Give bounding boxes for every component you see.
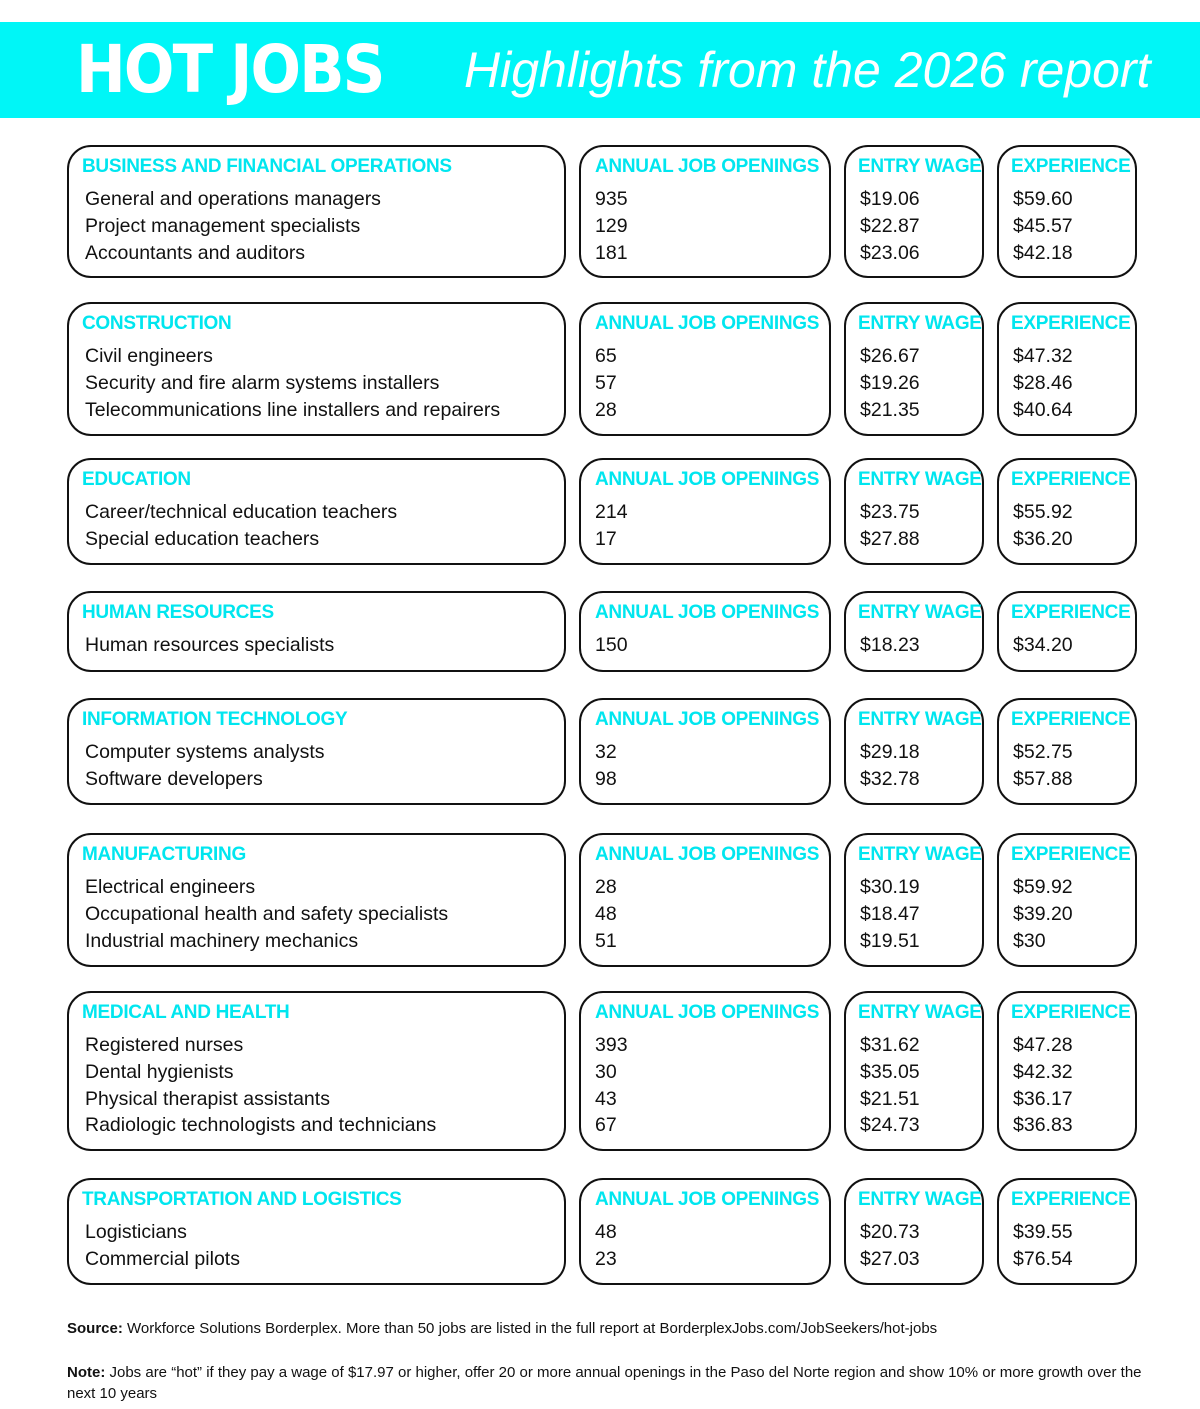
openings-value: 935 bbox=[595, 188, 628, 210]
experience-box bbox=[997, 698, 1137, 805]
column-heading: ANNUAL JOB OPENINGS bbox=[595, 313, 820, 334]
column-heading: EXPERIENCE bbox=[1011, 313, 1131, 334]
category-heading: INFORMATION TECHNOLOGY bbox=[82, 709, 348, 730]
category-box bbox=[67, 145, 566, 278]
entry-wage-list bbox=[860, 499, 920, 553]
column-heading: ANNUAL JOB OPENINGS bbox=[595, 1002, 820, 1023]
experience-wage-value: $42.32 bbox=[1013, 1060, 1073, 1083]
job-title: Dental hygienists bbox=[85, 1060, 234, 1083]
experience-wage-value: $76.54 bbox=[1013, 1247, 1073, 1270]
openings-value: 129 bbox=[595, 214, 628, 237]
entry-wage-value: $29.18 bbox=[860, 741, 920, 763]
job-title: Software developers bbox=[85, 767, 263, 790]
openings-value: 28 bbox=[595, 876, 617, 898]
job-section bbox=[0, 302, 1200, 436]
category-list bbox=[85, 1032, 436, 1139]
openings-list bbox=[595, 1219, 617, 1273]
openings-list bbox=[595, 343, 617, 423]
column-heading: ANNUAL JOB OPENINGS bbox=[595, 469, 820, 490]
openings-value: 150 bbox=[595, 634, 628, 656]
source-text: Workforce Solutions Borderplex. More than 50 jobs are listed in the full report at BorderplexJobs.com/JobSeekers/hot-jobs bbox=[122, 1320, 938, 1337]
job-section bbox=[0, 591, 1200, 672]
job-section bbox=[0, 458, 1200, 565]
column-heading: ENTRY WAGE bbox=[858, 156, 982, 177]
job-title: Telecommunications line installers and repairers bbox=[85, 398, 501, 421]
openings-value: 48 bbox=[595, 902, 617, 925]
entry-wage-value: $18.47 bbox=[860, 902, 920, 925]
entry-wage-value: $35.05 bbox=[860, 1060, 920, 1083]
column-heading: EXPERIENCE bbox=[1011, 1189, 1131, 1210]
entry-wage-value: $24.73 bbox=[860, 1114, 920, 1137]
job-title: Accountants and auditors bbox=[85, 241, 306, 264]
column-heading: EXPERIENCE bbox=[1011, 469, 1131, 490]
openings-value: 32 bbox=[595, 741, 617, 763]
entry-wage-value: $19.51 bbox=[860, 929, 920, 952]
category-box bbox=[67, 833, 566, 967]
column-heading: ANNUAL JOB OPENINGS bbox=[595, 1189, 820, 1210]
job-title: Logisticians bbox=[85, 1221, 187, 1243]
experience-wage-value: $45.57 bbox=[1013, 214, 1073, 237]
entry-wage-box bbox=[844, 1178, 984, 1285]
experience-wage-value: $36.83 bbox=[1013, 1114, 1073, 1137]
column-heading: ENTRY WAGE bbox=[858, 709, 982, 730]
page-title: HOT JOBS bbox=[76, 31, 384, 108]
column-heading: EXPERIENCE bbox=[1011, 1002, 1131, 1023]
openings-value: 393 bbox=[595, 1034, 628, 1056]
job-section bbox=[0, 698, 1200, 805]
entry-wage-value: $27.03 bbox=[860, 1247, 920, 1270]
entry-wage-value: $23.75 bbox=[860, 501, 920, 523]
experience-box bbox=[997, 145, 1137, 278]
openings-value: 98 bbox=[595, 767, 617, 790]
experience-wage-value: $52.75 bbox=[1013, 741, 1073, 763]
title-banner bbox=[0, 22, 1200, 118]
openings-list bbox=[595, 739, 617, 793]
job-title: Registered nurses bbox=[85, 1034, 244, 1056]
entry-wage-value: $21.51 bbox=[860, 1087, 920, 1110]
experience-wage-value: $47.28 bbox=[1013, 1034, 1073, 1056]
experience-wage-value: $28.46 bbox=[1013, 371, 1073, 394]
experience-box bbox=[997, 591, 1137, 672]
entry-wage-list bbox=[860, 739, 920, 793]
entry-wage-box bbox=[844, 458, 984, 565]
openings-value: 30 bbox=[595, 1060, 617, 1083]
experience-list bbox=[1013, 343, 1073, 423]
job-title: Occupational health and safety specialists bbox=[85, 902, 449, 925]
category-heading: MANUFACTURING bbox=[82, 844, 246, 865]
openings-value: 48 bbox=[595, 1221, 617, 1243]
entry-wage-value: $26.67 bbox=[860, 345, 920, 367]
experience-box bbox=[997, 991, 1137, 1151]
footnote bbox=[67, 1362, 1147, 1404]
entry-wage-value: $19.06 bbox=[860, 188, 920, 210]
entry-wage-box bbox=[844, 145, 984, 278]
openings-box bbox=[579, 698, 831, 805]
entry-wage-box bbox=[844, 591, 984, 672]
category-heading: EDUCATION bbox=[82, 469, 191, 490]
job-title: Industrial machinery mechanics bbox=[85, 929, 359, 952]
job-title: Physical therapist assistants bbox=[85, 1087, 330, 1110]
entry-wage-list bbox=[860, 343, 920, 423]
category-box bbox=[67, 591, 566, 672]
entry-wage-value: $32.78 bbox=[860, 767, 920, 790]
entry-wage-value: $23.06 bbox=[860, 241, 920, 264]
openings-value: 214 bbox=[595, 501, 628, 523]
job-title: Electrical engineers bbox=[85, 876, 256, 898]
openings-value: 181 bbox=[595, 241, 628, 264]
experience-wage-value: $30 bbox=[1013, 929, 1046, 952]
openings-box bbox=[579, 833, 831, 967]
openings-box bbox=[579, 145, 831, 278]
experience-list bbox=[1013, 1219, 1073, 1273]
entry-wage-value: $22.87 bbox=[860, 214, 920, 237]
job-title: Special education teachers bbox=[85, 527, 320, 550]
note-label: Note: bbox=[67, 1364, 106, 1381]
entry-wage-box bbox=[844, 991, 984, 1151]
category-list bbox=[85, 1219, 240, 1273]
entry-wage-value: $30.19 bbox=[860, 876, 920, 898]
openings-value: 28 bbox=[595, 398, 617, 421]
column-heading: EXPERIENCE bbox=[1011, 844, 1131, 865]
job-title: Commercial pilots bbox=[85, 1247, 240, 1270]
column-heading: ANNUAL JOB OPENINGS bbox=[595, 844, 820, 865]
entry-wage-value: $20.73 bbox=[860, 1221, 920, 1243]
column-heading: ENTRY WAGE bbox=[858, 469, 982, 490]
column-heading: ENTRY WAGE bbox=[858, 1189, 982, 1210]
openings-box bbox=[579, 991, 831, 1151]
experience-list bbox=[1013, 499, 1073, 553]
entry-wage-value: $19.26 bbox=[860, 371, 920, 394]
experience-box bbox=[997, 458, 1137, 565]
category-box bbox=[67, 698, 566, 805]
category-box bbox=[67, 302, 566, 436]
page-subtitle: Highlights from the 2026 report bbox=[464, 42, 1151, 98]
openings-box bbox=[579, 302, 831, 436]
experience-wage-value: $40.64 bbox=[1013, 398, 1073, 421]
openings-list bbox=[595, 874, 617, 954]
openings-list bbox=[595, 632, 628, 659]
entry-wage-value: $18.23 bbox=[860, 634, 920, 656]
experience-wage-value: $34.20 bbox=[1013, 634, 1073, 656]
experience-wage-value: $55.92 bbox=[1013, 501, 1073, 523]
category-list bbox=[85, 343, 500, 423]
experience-wage-value: $59.92 bbox=[1013, 876, 1073, 898]
entry-wage-box bbox=[844, 833, 984, 967]
openings-list bbox=[595, 186, 628, 266]
category-list bbox=[85, 874, 448, 954]
openings-value: 17 bbox=[595, 527, 617, 550]
experience-list bbox=[1013, 186, 1073, 266]
experience-wage-value: $39.20 bbox=[1013, 902, 1073, 925]
entry-wage-list bbox=[860, 1032, 920, 1139]
note-text: Jobs are “hot” if they pay a wage of $17.97 or higher, offer 20 or more annual openings in the Paso del Norte region and show 10% or more growth over the next 10 years bbox=[67, 1364, 1142, 1402]
category-heading: BUSINESS AND FINANCIAL OPERATIONS bbox=[82, 156, 452, 177]
experience-list bbox=[1013, 1032, 1073, 1139]
column-heading: ENTRY WAGE bbox=[858, 313, 982, 334]
job-title: Radiologic technologists and technicians bbox=[85, 1114, 437, 1137]
entry-wage-box bbox=[844, 302, 984, 436]
column-heading: ANNUAL JOB OPENINGS bbox=[595, 156, 820, 177]
openings-value: 67 bbox=[595, 1114, 617, 1137]
column-heading: ENTRY WAGE bbox=[858, 844, 982, 865]
entry-wage-list bbox=[860, 186, 920, 266]
column-heading: ANNUAL JOB OPENINGS bbox=[595, 602, 820, 623]
experience-wage-value: $47.32 bbox=[1013, 345, 1073, 367]
openings-list bbox=[595, 499, 628, 553]
openings-box bbox=[579, 591, 831, 672]
column-heading: EXPERIENCE bbox=[1011, 156, 1131, 177]
experience-list bbox=[1013, 632, 1073, 659]
category-heading: MEDICAL AND HEALTH bbox=[82, 1002, 290, 1023]
category-box bbox=[67, 991, 566, 1151]
source-note bbox=[67, 1318, 1147, 1339]
column-heading: EXPERIENCE bbox=[1011, 602, 1131, 623]
column-heading: ENTRY WAGE bbox=[858, 1002, 982, 1023]
job-title: Project management specialists bbox=[85, 214, 361, 237]
category-list bbox=[85, 499, 397, 553]
experience-box bbox=[997, 302, 1137, 436]
experience-wage-value: $59.60 bbox=[1013, 188, 1073, 210]
experience-list bbox=[1013, 874, 1073, 954]
job-title: Computer systems analysts bbox=[85, 741, 325, 763]
openings-list bbox=[595, 1032, 628, 1139]
category-heading: TRANSPORTATION AND LOGISTICS bbox=[82, 1189, 402, 1210]
category-box bbox=[67, 458, 566, 565]
openings-box bbox=[579, 1178, 831, 1285]
job-title: Security and fire alarm systems installers bbox=[85, 371, 440, 394]
category-list bbox=[85, 739, 325, 793]
job-title: Human resources specialists bbox=[85, 634, 335, 656]
openings-value: 57 bbox=[595, 371, 617, 394]
experience-wage-value: $36.20 bbox=[1013, 527, 1073, 550]
job-section bbox=[0, 991, 1200, 1151]
category-list bbox=[85, 632, 334, 659]
entry-wage-list bbox=[860, 632, 920, 659]
experience-wage-value: $36.17 bbox=[1013, 1087, 1073, 1110]
category-box bbox=[67, 1178, 566, 1285]
experience-wage-value: $42.18 bbox=[1013, 241, 1073, 264]
category-heading: HUMAN RESOURCES bbox=[82, 602, 274, 623]
job-title: General and operations managers bbox=[85, 188, 381, 210]
entry-wage-value: $27.88 bbox=[860, 527, 920, 550]
openings-value: 65 bbox=[595, 345, 617, 367]
category-heading: CONSTRUCTION bbox=[82, 313, 232, 334]
job-title: Civil engineers bbox=[85, 345, 213, 367]
job-title: Career/technical education teachers bbox=[85, 501, 398, 523]
experience-wage-value: $57.88 bbox=[1013, 767, 1073, 790]
experience-list bbox=[1013, 739, 1073, 793]
experience-box bbox=[997, 1178, 1137, 1285]
entry-wage-value: $31.62 bbox=[860, 1034, 920, 1056]
entry-wage-box bbox=[844, 698, 984, 805]
category-list bbox=[85, 186, 381, 266]
entry-wage-list bbox=[860, 874, 920, 954]
job-section bbox=[0, 145, 1200, 278]
source-label: Source: bbox=[67, 1320, 123, 1337]
column-heading: ANNUAL JOB OPENINGS bbox=[595, 709, 820, 730]
experience-wage-value: $39.55 bbox=[1013, 1221, 1073, 1243]
column-heading: EXPERIENCE bbox=[1011, 709, 1131, 730]
openings-value: 23 bbox=[595, 1247, 617, 1270]
entry-wage-value: $21.35 bbox=[860, 398, 920, 421]
openings-value: 51 bbox=[595, 929, 617, 952]
entry-wage-list bbox=[860, 1219, 920, 1273]
job-section bbox=[0, 833, 1200, 967]
job-section bbox=[0, 1178, 1200, 1285]
openings-value: 43 bbox=[595, 1087, 617, 1110]
column-heading: ENTRY WAGE bbox=[858, 602, 982, 623]
openings-box bbox=[579, 458, 831, 565]
experience-box bbox=[997, 833, 1137, 967]
